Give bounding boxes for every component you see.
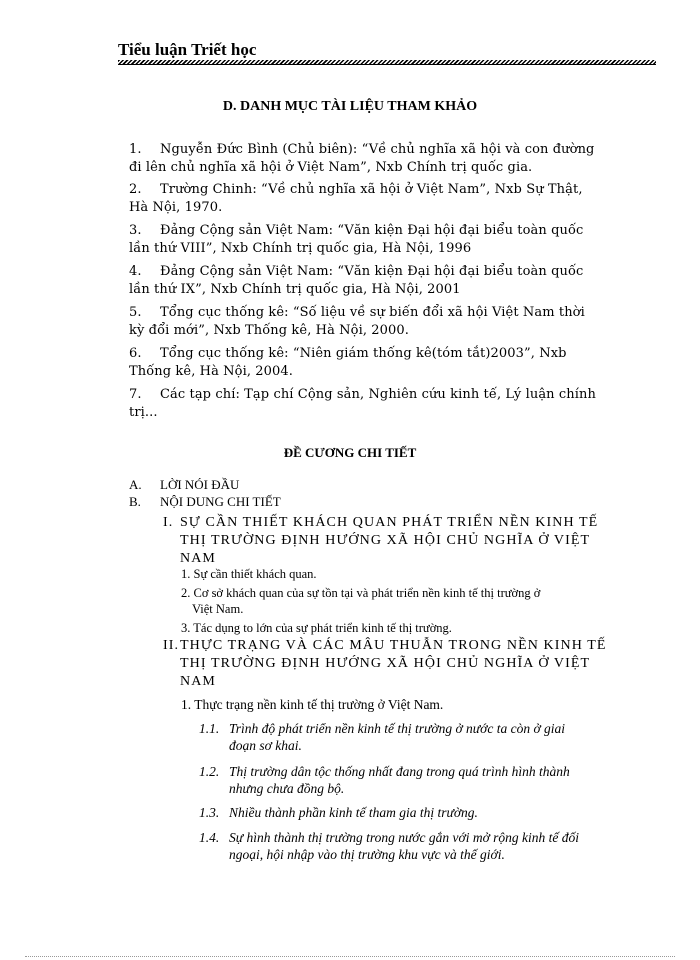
reference-text-cont: Hà Nội, 1970. [129, 200, 223, 215]
reference-number: 7. [129, 387, 142, 402]
section-mark: I. [163, 515, 174, 530]
reference-item [129, 222, 649, 258]
reference-text: Trường Chinh: “Về chủ nghĩa xã hội ở Việt Nam”, Nxb Sự Thật, [160, 182, 583, 197]
reference-text: Tổng cục thống kê: “Số liệu về sự biến đổi xã hội Việt Nam thời [160, 305, 585, 320]
subsub-text: Nhiều thành phần kinh tế tham gia thị trường. [229, 805, 478, 820]
reference-number: 5. [129, 305, 142, 320]
section-i-items [181, 566, 651, 636]
reference-item [129, 345, 649, 381]
reference-text: Đảng Cộng sản Việt Nam: “Văn kiện Đại hội đại biểu toàn quốc [160, 264, 584, 279]
reference-number: 2. [129, 182, 142, 197]
section-title-line: NAM [180, 674, 216, 689]
header-rule [118, 60, 656, 65]
section-mark: II. [163, 638, 180, 653]
outline-subsubitem [199, 720, 651, 754]
outline-subsubitem [199, 763, 651, 797]
reference-text: Các tạp chí: Tạp chí Cộng sản, Nghiên cứu kinh tế, Lý luận chính [160, 387, 596, 402]
reference-text-cont: đi lên chủ nghĩa xã hội ở Việt Nam”, Nxb Chính trị quốc gia. [129, 160, 533, 175]
reference-text-cont: lần thứ IX”, Nxb Chính trị quốc gia, Hà Nội, 2001 [129, 282, 461, 297]
outline-subitem: 3. Tác dụng to lớn của sự phát triển kinh tế thị trường. [181, 621, 452, 635]
outline-subsubitem [199, 829, 651, 863]
outline-heading: ĐỀ CƯƠNG CHI TIẾT [283, 445, 417, 460]
section-title-line: NAM [180, 551, 216, 566]
reference-item [129, 386, 649, 422]
subsub-text: Sự hình thành thị trường trong nước gắn với mở rộng kinh tế đối [229, 830, 580, 845]
subsub-number: 1.2. [199, 764, 220, 779]
subsub-number: 1.4. [199, 830, 220, 845]
outline-mark: A. [129, 477, 142, 492]
outline-section-ii [163, 637, 650, 691]
running-header: Tiểu luận Triết học [118, 40, 257, 59]
reference-number: 3. [129, 223, 142, 238]
reference-text: Tổng cục thống kê: “Niên giám thống kê(tóm tắt)2003”, Nxb [160, 346, 567, 361]
outline-item-b [129, 494, 281, 510]
outline-text: NỘI DUNG CHI TIẾT [160, 494, 281, 509]
reference-text-cont: kỳ đổi mới”, Nxb Thống kê, Hà Nội, 2000. [129, 323, 410, 338]
reference-text: Nguyễn Đức Bình (Chủ biên): “Về chủ nghĩa xã hội và con đường [160, 142, 595, 157]
subsub-number: 1.1. [199, 721, 220, 736]
subsub-number: 1.3. [199, 805, 220, 820]
subsub-text-cont: nhưng chưa đồng bộ. [229, 781, 345, 796]
reference-number: 6. [129, 346, 142, 361]
reference-text-cont: trị... [129, 405, 158, 420]
subsub-text-cont: đoạn sơ khai. [229, 738, 302, 753]
outline-subitem-cont: Việt Nam. [192, 602, 244, 616]
outline-mark: B. [129, 494, 141, 509]
references-heading: D. DANH MỤC TÀI LIỆU THAM KHẢO [222, 99, 478, 114]
reference-text-cont: lần thứ VIII”, Nxb Chính trị quốc gia, Hà Nội, 1996 [129, 241, 472, 256]
outline-item-a [129, 477, 240, 493]
subsub-text-cont: ngoại, hội nhập vào thị trường khu vực và thế giới. [229, 847, 505, 862]
outline-subitem: 2. Cơ sở khách quan của sự tồn tại và phát triển nền kinh tế thị trường ở [181, 586, 541, 600]
subsub-text: Thị trường dân tộc thống nhất đang trong quá trình hình thành [229, 764, 570, 779]
reference-number: 4. [129, 264, 142, 279]
reference-number: 1. [129, 142, 142, 157]
reference-text: Đảng Cộng sản Việt Nam: “Văn kiện Đại hội đại biểu toàn quốc [160, 223, 584, 238]
reference-text-cont: Thống kê, Hà Nội, 2004. [129, 364, 294, 379]
reference-item [129, 263, 649, 299]
outline-subitem: 1. Thực trạng nền kinh tế thị trường ở Việt Nam. [181, 697, 444, 712]
section-title-line: THỰC TRẠNG VÀ CÁC MÂU THUẪN TRONG NỀN KINH TẾ [180, 638, 607, 653]
subsub-text: Trình độ phát triển nền kinh tế thị trường ở nước ta còn ở giai [229, 721, 566, 736]
section-title-line: THỊ TRƯỜNG ĐỊNH HƯỚNG XÃ HỘI CHỦ NGHĨA Ở VIỆT [180, 533, 591, 548]
reference-item [129, 141, 649, 177]
outline-text: LỜI NÓI ĐẦU [160, 477, 240, 492]
outline-subitem: 1. Sự cần thiết khách quan. [181, 567, 317, 581]
section-title-line: THỊ TRƯỜNG ĐỊNH HƯỚNG XÃ HỘI CHỦ NGHĨA Ở VIỆT [180, 656, 591, 671]
section-title-line: SỰ CẦN THIẾT KHÁCH QUAN PHÁT TRIỂN NỀN KINH TẾ [180, 515, 599, 530]
outline-subsubitem [199, 804, 651, 821]
outline-section-i [163, 514, 650, 568]
reference-item [129, 304, 649, 340]
reference-item [129, 181, 649, 217]
footer-rule [25, 956, 675, 958]
